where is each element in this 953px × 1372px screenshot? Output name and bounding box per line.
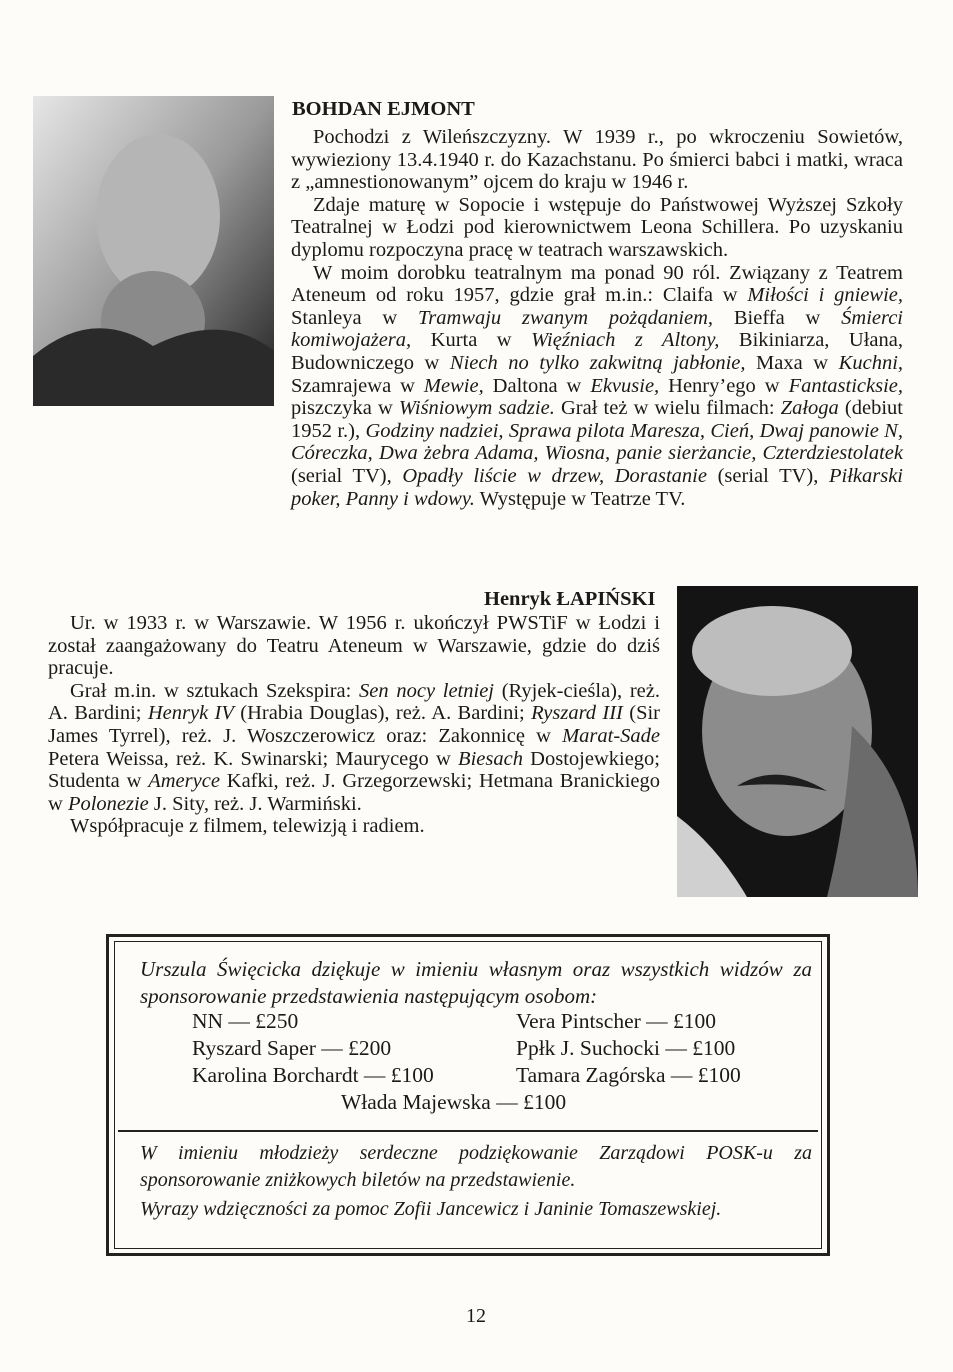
sponsor-entry: Ppłk J. Suchocki — £100 [516, 1036, 736, 1060]
text-segment: Dostojewkiego; Studenta w [48, 747, 660, 793]
gratitude-note: Wyrazy wdzięczności za pomoc Zofii Jancewicz i Janinie Tomaszewskiej. [140, 1198, 722, 1220]
ejmont-photo [33, 96, 274, 406]
sponsor-entry: Tamara Zagórska — £100 [516, 1063, 741, 1087]
text-segment: Grał też w wielu filmach: [554, 397, 781, 420]
text-segment: Szamrajewa w [291, 374, 424, 397]
text-segment: W moim dorobku teatralnym ma ponad 90 ról. Związany z Teatrem Ateneum od roku 1957, gdzie grał m.in.: Claifa w [291, 261, 903, 307]
italic-title-segment: Biesach [458, 747, 523, 770]
text-segment: Bikiniarza, Ułana, Budowniczego w [291, 329, 903, 374]
italic-title-segment: Fantasticksie, [788, 374, 903, 397]
italic-title-segment: Henryk IV [147, 702, 234, 725]
thanks-box-divider [118, 1130, 818, 1132]
sponsor-entry: NN — £250 [192, 1009, 299, 1033]
sponsor-entry: Vera Pintscher — £100 [516, 1009, 717, 1033]
italic-title-segment: Piłkarski poker, Panny i wdowy. [291, 464, 903, 510]
italic-title-segment: Załoga [780, 397, 839, 420]
portrait-placeholder-icon [677, 586, 918, 897]
italic-title-segment: Marat-Sade [562, 724, 660, 747]
text-segment: (serial TV), [706, 464, 829, 487]
lapinski-bio-paragraph-1: Ur. w 1933 r. w Warszawie. W 1956 r. ukończył PWSTiF w Łodzi i został zaangażowany do Teatru Ateneum w Warszawie, gdzie do dziś pracuje. [48, 612, 660, 680]
text-segment: Grał m.in. w sztukach Szekspira: [70, 679, 360, 702]
italic-title-segment: Ameryce [148, 770, 220, 793]
sponsor-entry: Karolina Borchardt — £100 [192, 1063, 434, 1087]
italic-title-segment: Ekvusie, [590, 374, 660, 397]
text-segment: (Sir James Tyrrel), reż. J. Woszczerowicz oraz: Zakonnicę w [48, 702, 661, 747]
ejmont-bio-paragraph-1: Pochodzi z Wileńszczyzny. W 1939 r., po wkroczeniu Sowietów, wywieziony 13.4.1940 r. do Kazachstanu. Po śmierci babci i matki, wraca z „amnestionowanym” ojcem do kraju w 1946 r. [291, 126, 903, 194]
italic-title-segment: Śmierci komiwojażera, [291, 306, 904, 352]
text-segment: Stanleya w [291, 306, 419, 329]
text-segment: (Ryjek-cieśla), reż. A. Bardini; [48, 679, 660, 725]
text-segment: Henry’ego w [659, 374, 789, 397]
text-segment: Petera Weissa, reż. K. Swinarski; Maurycego w [48, 747, 459, 770]
page-number: 12 [466, 1305, 486, 1327]
italic-title-segment: Miłości i gniewie, [747, 284, 903, 307]
italic-title-segment: Więźniach z Altony, [531, 329, 720, 352]
text-segment: Daltona w [483, 374, 591, 397]
lapinski-name-heading: Henryk ŁAPIŃSKI [484, 588, 656, 610]
italic-title-segment: Sen nocy letniej [359, 679, 494, 702]
lapinski-bio-paragraph-3: Współpracuje z filmem, telewizją i radiem. [70, 815, 425, 838]
ejmont-bio-paragraph-2: Zdaje maturę w Sopocie i wstępuje do Państwowej Wyższej Szkoły Teatralnej w Łodzi pod kierownictwem Leona Schillera. Po uzyskaniu dyplomu rozpoczyna pracę w teatrach warszawskich. [291, 193, 903, 261]
italic-title-segment: Kuchni, [838, 351, 904, 374]
ejmont-bio-paragraph-3 [291, 262, 903, 511]
lapinski-bio [48, 612, 660, 838]
ejmont-name-heading: BOHDAN EJMONT [292, 98, 475, 120]
text-segment: Kafki, reż. J. Grzegorzewski; Hetmana Branickiego w [48, 770, 660, 815]
text-segment: Występuje w Teatrze TV. [474, 487, 686, 510]
text-segment: (serial TV), [291, 464, 403, 487]
text-segment: piszczyka w [291, 397, 399, 420]
lapinski-photo [677, 586, 918, 897]
text-segment: Kurta w [411, 329, 532, 352]
text-segment: J. Sity, reż. J. Warmiński. [148, 792, 362, 815]
text-segment: Maxa w [745, 351, 839, 374]
youth-thanks: W imieniu młodzieży serdeczne podziękowanie Zarządowi POSK-u za sponsorowanie zniżkowych biletów na przedstawienie. [140, 1142, 812, 1191]
sponsor-entry-center: Włada Majewska — £100 [341, 1090, 567, 1114]
italic-title-segment: Wiśniowym sadzie. [398, 397, 555, 420]
text-segment: (Hrabia Douglas), reż. A. Bardini; [233, 702, 532, 725]
lapinski-bio-paragraph-2 [48, 680, 660, 816]
text-segment: (debiut 1952 r.), [291, 397, 903, 442]
ejmont-bio [291, 126, 903, 510]
italic-title-segment: Godziny nadziei, Sprawa pilota Maresza, Cień, Dwaj panowie N, Córeczka, Dwa żebra Adama, Wiosna, panie sierżancie, Czterdziestolatek [291, 419, 903, 465]
sponsor-entry: Ryszard Saper — £200 [192, 1036, 392, 1060]
italic-title-segment: Polonezie [67, 792, 149, 815]
text-segment: Bieffa w [713, 306, 842, 329]
italic-title-segment: Tramwaju zwanym pożądaniem, [418, 306, 714, 329]
thanks-intro: Urszula Święcicka dziękuje w imieniu własnym oraz wszystkich widzów za sponsorowanie przedstawienia następującym osobom: [140, 957, 812, 1008]
italic-title-segment: Niech no tylko zakwitną jabłonie, [449, 351, 746, 374]
portrait-placeholder-icon [33, 96, 274, 406]
italic-title-segment: Mewie, [423, 374, 484, 397]
italic-title-segment: Opadły liście w drzew, Dorastanie [402, 464, 707, 487]
italic-title-segment: Ryszard III [531, 702, 623, 725]
